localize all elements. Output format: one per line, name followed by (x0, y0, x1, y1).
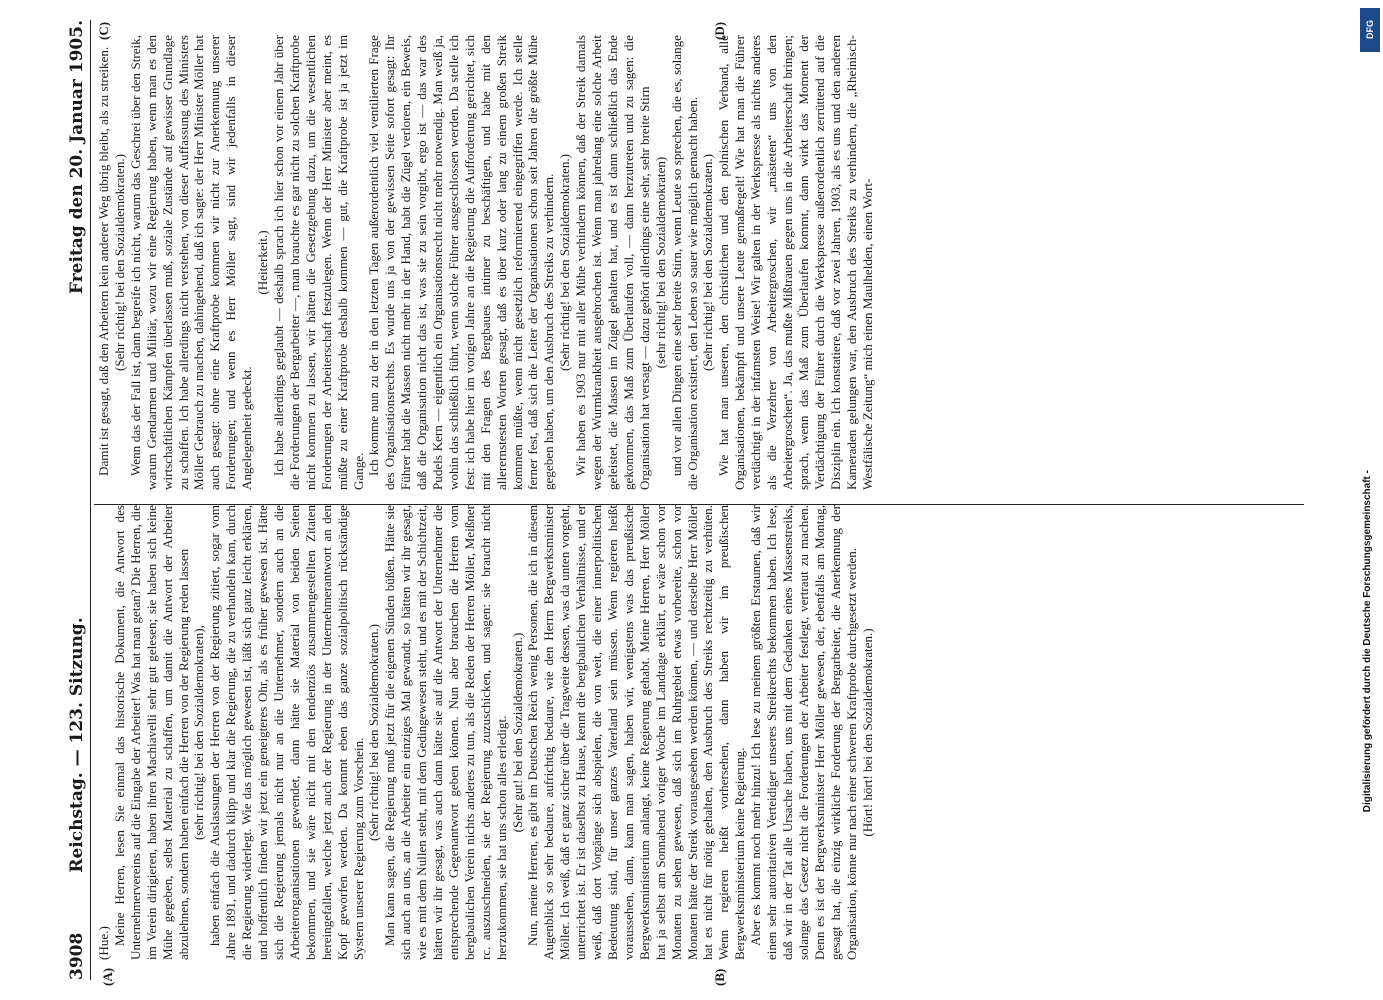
page-header (64, 20, 91, 980)
paragraph: Aber es kommt noch mehr hinzu! Ich lese zu meinem größten Erstaunen, daß wir einen sehr autoritativen Verteidiger unseres Streikrechts bekommen haben. Ich lese, daß wir in der Tat alle Ursache haben, uns mit dem Gedanken eines Massenstreiks, solange das Gesetz nicht die Forderungen der Arbeiter festlegt, vertraut zu machen. Denn es ist der Bergwerksminister Herr Möller gewesen, der, ebenfalls am Montag, gesagt hat, die einzig wirkliche Forderung der Bergarbeiter, die Anerkennung der Organisation, könne nur nach einer schweren Kraftprobe durchgesetzt werden. (748, 505, 859, 960)
interjection: (Sehr richtig! bei den Sozialdemokraten.) (700, 153, 716, 372)
interjection: (Heiterkeit.) (255, 230, 271, 295)
paragraph: Wie hat man unseren, den christlichen und den polnischen Verband, alle Organisationen, bekämpft und unsere Leute gemaßregelt! Wie hat man die Führer verdächtigt in der infamsten Weise! Wir galten in der Werkspresse als nichts anderes als die Verzehrer von Arbeitergroschen, wir „mästeten“ uns von den Arbeitergroschen“. Ja, das mußte Mißtrauen gegen uns in die Arbeiterschaft bringen; sprach, wenn das Maß zum Überlaufen kommt, dann wirkt das Moment der Verdächtigung der Führer durch die Werkspresse außerordentlich zerrüttend auf die Disziplin ein. Ich konstatiere, daß vor zwei Jahren, 1903, als es uns und den anderen Kameraden gelungen war, den Ausbruch des Streiks zu verhindern, die „Rheinisch-Westfälische Zeitung“ mich einen Maulhelden, einen Wort- (716, 35, 875, 490)
paragraph: Wir haben es 1903 nur mit aller Mühe verhindern können, daß der Streik damals wegen der Wurmkrankheit ausgebrochen ist. Wenn man jahrelang eine solche Arbeit geleistet, die Massen im Zügel gehalten hat, und es ist dann schließlich das Ende gekommen, das Maß zum Überlaufen voll, — dann herzutreten und zu sagen: die Organisation hat versagt — dazu gehört allerdings eine sehr, sehr breite Stirn (573, 35, 652, 490)
interjection: (sehr richtig! bei den Sozialdemokraten), (191, 625, 207, 840)
digitization-credit: Digitalisierung gefördert durch die Deutsche Forschungsgemeinschaft - (1362, 470, 1373, 813)
page-number: 3908 (67, 932, 87, 980)
interjection: (Sehr richtig! bei den Sozialdemokraten.) (366, 623, 382, 842)
paragraph: Nun, meine Herren, es gibt im Deutschen Reich wenig Personen, die ich in diesem Augenblick so sehr bedaure, aufrichtig bedaure, wie den Herrn Bergwerksminister Möller. Ich weiß, daß er ganz sicher über die Tragweite dessen, was da unten vorgeht, unterrichtet ist. Er ist daselbst zu Hause, kennt die bergbaulichen Verhältnisse, und er weiß, daß dort Vorgänge sich abspielen, die von weit, die einer innerpolitischen Bedeutung sind, für unser ganzes Vaterland sein müssen. Wenn regieren heißt voraussehen, dann, kann man sagen, haben wir, wenigstens was das preußische Bergwerksministerium anlangt, keine Regierung gehabt. Meine Herren, Herr Möller hat ja selbst am Sonnabend voriger Woche im Landtage erklärt, er wäre schon vor Monaten zu sehen gewesen, daß sich im Ruhrgebiet etwas vorbereite, schon vor Monaten hätte der Streik vorausgesehen werden können, — und derselbe Herr Möller hat es nicht für nötig gehalten, den Ausbruch des Streiks rechtzeitig zu verhüten. Wenn regieren heißt vorhersehen, dann haben wir im preußischen Bergwerksministerium keine Regierung. (525, 505, 748, 960)
paragraph: Ich habe allerdings geglaubt — deshalb sprach ich hier schon vor einem Jahr über die Forderungen der Bergarbeiter —, man brauchte es gar nicht zu solchen Kraftprobe nicht kommen zu lassen, wir hätten die Gesetzgebung dazu, um die wesentlichen Forderungen der Arbeiterschaft festzulegen. Wenn der Herr Minister aber meint, es müßte zu einer Kraftprobe deshalb kommen — gut, die Kraftprobe ist ja jetzt im Gange. (270, 35, 366, 490)
interjection: (Sehr gut! bei den Sozialdemokraten.) (509, 632, 525, 833)
column-divider (94, 504, 1304, 505)
paragraph: Ich komme nun zu der in den letzten Tagen außerordentlich viel ventilierten Frage des Organisationsrechts. Es wurde uns ja von der gewissen Seite sofort gesagt: Ihr Führer habt die Massen nicht mehr in der Hand, habt die Zügel verloren, ein Beweis, daß die Organisation nicht das ist, was sie zu sein vorgibt, ergo ist — das war des Pudels Kern — eigentlich ein Organisationsrecht nicht mehr notwendig. Man weiß ja, wohin das schließlich führt, wenn solche Führer ausgeschlossen werden. Da stelle ich fest: ich habe hier im vorigen Jahre an die Regierung die Aufforderung gerichtet, sich mit den Fragen des Bergbaues intimer zu beschäftigen, und habe mit den allerernstesten Worten gesagt, daß es über kurz oder lang zu einem großen Streik kommen müßte, wenn nicht gesetzlich reformierend eingegriffen werde. Ich stelle ferner fest, daß sich die Leiter der Organisationen schon seit Jahren die größte Mühe gegeben haben, um den Ausbruch des Streiks zu verhindern. (366, 35, 557, 490)
text-column-left (96, 505, 1322, 960)
interjection: (sehr richtig! bei den Sozialdemokraten) (652, 156, 668, 369)
publication-title: Reichstag. — 123. Sitzung. (67, 617, 87, 873)
margin-mark-a: (A) (100, 967, 115, 986)
paragraph: haben einfach die Auslassungen der Herren von der Regierung zitiert, sogar vom Jahre 1891, und dadurch klipp und klar die Regierung, die zu verhandeln kam, durch die Regierung widerlegt. Wie das möglich gewesen ist, läßt sich ganz leicht erklären, und hoffentlich finden wir jetzt ein geneigteres Ohr, als es früher gewesen ist. Hätte sich die Regierung jemals nicht nur an die Unternehmer, sondern auch an die Arbeiterorganisationen gewendet, dann hätte sie Material von beiden Seiten bekommen, und sie wäre nicht mit den tendenziös zusammengestellten Zitaten hereingefallen, welche jetzt auch der Regierung in der Unternehmerantwort an den Kopf geworfen werden. Da kommt eben das ganze sozialpolitisch rückständige System unserer Regierung zum Vorschein. (207, 505, 366, 960)
paragraph: Damit ist gesagt, daß den Arbeitern kein anderer Weg übrig bleibt, als zu streiken. (96, 46, 111, 476)
speaker-name: (Hue.) (96, 926, 111, 960)
paragraph: Man kann sagen, die Regierung muß jetzt für die eigenen Sünden büßen. Hätte sie sich auch an uns, an die Arbeiter ein einziges Mal gewandt, so hätten wir ihr gesagt, wie es mit dem Nullen steht, mit dem Gedingewesen steht, und es mit der Schichtzeit, hätten wir ihr gesagt, was auch dann hätte sie auf die Antwort der Unternehmer die entsprechende Gegenantwort geben können. Nun aber brauchen die Herren vom bergbaulichen Verein nichts anderes zu tun, als die Reden der Herren Möller, Meißner rc. auszuschneiden, sie der Regierung zuzuschicken, und sagen: sie braucht nicht herzukommen, sie hat uns schon alles erledigt. (382, 505, 509, 960)
paragraph: Meine Herren, lesen Sie einmal das historische Dokument, die Antwort des Unternehmervereins auf die Eingabe der Arbeiter! Was hat man getan? Die Herren, die im Verein dirigieren, haben ihren Machiavelli sehr gut gelesen; sie haben sich keine Mühe gegeben, selbst Material zu schaffen, um damit die Antwort der Arbeiter abzulehnen, sondern haben einfach die Herren von der Regierung reden lassen (111, 505, 191, 960)
margin-mark-d: (D) (712, 21, 727, 40)
margin-mark-c: (C) (96, 21, 111, 40)
text-column-right (96, 35, 1322, 490)
paragraph: und vor allen Dingen eine sehr breite Stirn, wenn Leute so sprechen, die es, solange die Organisation existiert, den Leben so sauer wie möglich gemacht haben. (668, 35, 700, 490)
interjection: (Sehr richtig! bei den Sozialdemokraten.) (557, 153, 573, 372)
margin-mark-b: (B) (712, 968, 727, 986)
issue-date: Freitag den 20. Januar 1905. (67, 20, 87, 295)
dfg-logo: DFG (1360, 8, 1380, 52)
interjection: (Sehr richtig! bei den Sozialdemokraten.) (111, 153, 127, 372)
paragraph: Wenn das der Fall ist, dann begreife ich nicht, warum das Geschrei über den Streik, warum Gendarmen und Militär, wozu wir eine Regierung haben, wenn man es den wirtschaftlichen Kämpfen überlassen muß, soziale Zustände auf gewisser Grundlage zu schaffen. Ich habe allerdings nicht verstehen, von dieser Auffassung des Ministers Möller Gebrauch zu machen, dahingehend, daß ich sagte: der Herr Minister Möller hat auch gesagt: ohne eine Kraftprobe kommen wir nicht zur Anerkennung unserer Forderungen; und wenn es Herr Möller sagt, sind wir jedenfalls in dieser Angelegenheit gedeckt. (127, 35, 255, 490)
newspaper-page (12, 0, 1342, 1000)
interjection: (Hört! hört! bei den Sozialdemokraten.) (859, 628, 875, 837)
